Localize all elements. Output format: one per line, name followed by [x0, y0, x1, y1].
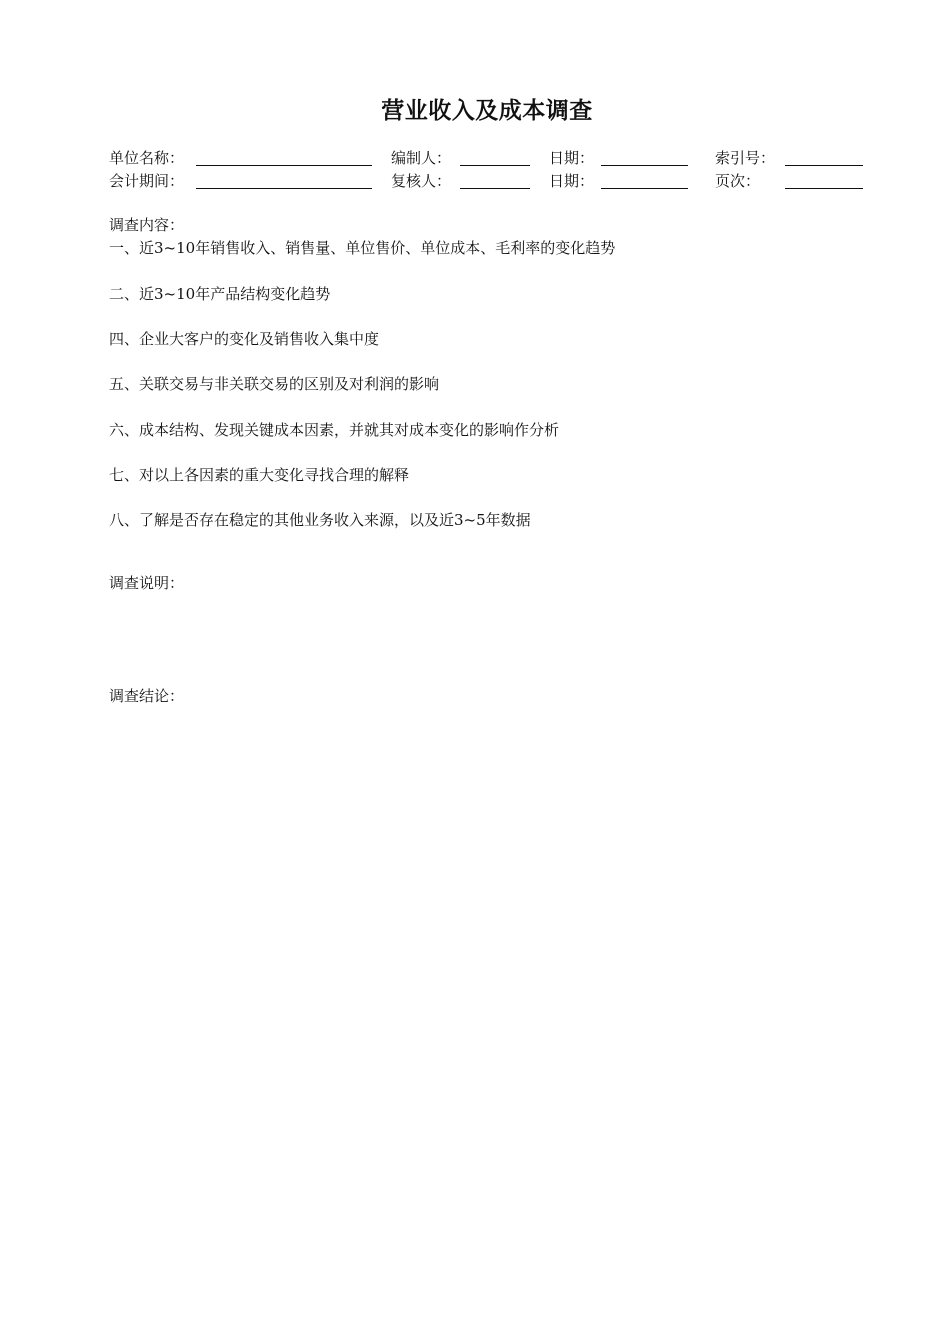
unit-name-label: 单位名称：	[109, 149, 185, 167]
accounting-period-field[interactable]	[196, 188, 372, 189]
survey-conclusion-heading: 调查结论：	[109, 687, 185, 705]
date-label-2: 日期：	[549, 172, 595, 190]
content-item: 一、近3~10年销售收入、销售量、单位售价、单位成本、毛利率的变化趋势	[109, 239, 616, 257]
page-number-label: 页次：	[715, 172, 761, 190]
reviewer-label: 复核人：	[391, 172, 452, 190]
page-number-field[interactable]	[785, 188, 863, 189]
date-field-2[interactable]	[601, 188, 688, 189]
preparer-label: 编制人：	[391, 149, 452, 167]
survey-explanation-heading: 调查说明：	[109, 574, 185, 592]
content-item: 四、企业大客户的变化及销售收入集中度	[109, 330, 380, 348]
accounting-period-label: 会计期间：	[109, 172, 185, 190]
content-item: 七、对以上各因素的重大变化寻找合理的解释	[109, 466, 410, 484]
date-label-1: 日期：	[549, 149, 595, 167]
content-item: 二、近3~10年产品结构变化趋势	[109, 285, 331, 303]
preparer-field[interactable]	[460, 165, 530, 166]
survey-content-heading: 调查内容：	[109, 216, 185, 234]
content-item: 五、关联交易与非关联交易的区别及对利润的影响	[109, 375, 440, 393]
content-item: 六、成本结构、发现关键成本因素，并就其对成本变化的影响作分析	[109, 421, 560, 439]
unit-name-field[interactable]	[196, 165, 372, 166]
date-field-1[interactable]	[601, 165, 688, 166]
content-item: 八、了解是否存在稳定的其他业务收入来源，以及近3~5年数据	[109, 511, 531, 529]
index-number-field[interactable]	[785, 165, 863, 166]
reviewer-field[interactable]	[460, 188, 530, 189]
page-title: 营业收入及成本调查	[381, 98, 593, 124]
index-number-label: 索引号：	[715, 149, 776, 167]
